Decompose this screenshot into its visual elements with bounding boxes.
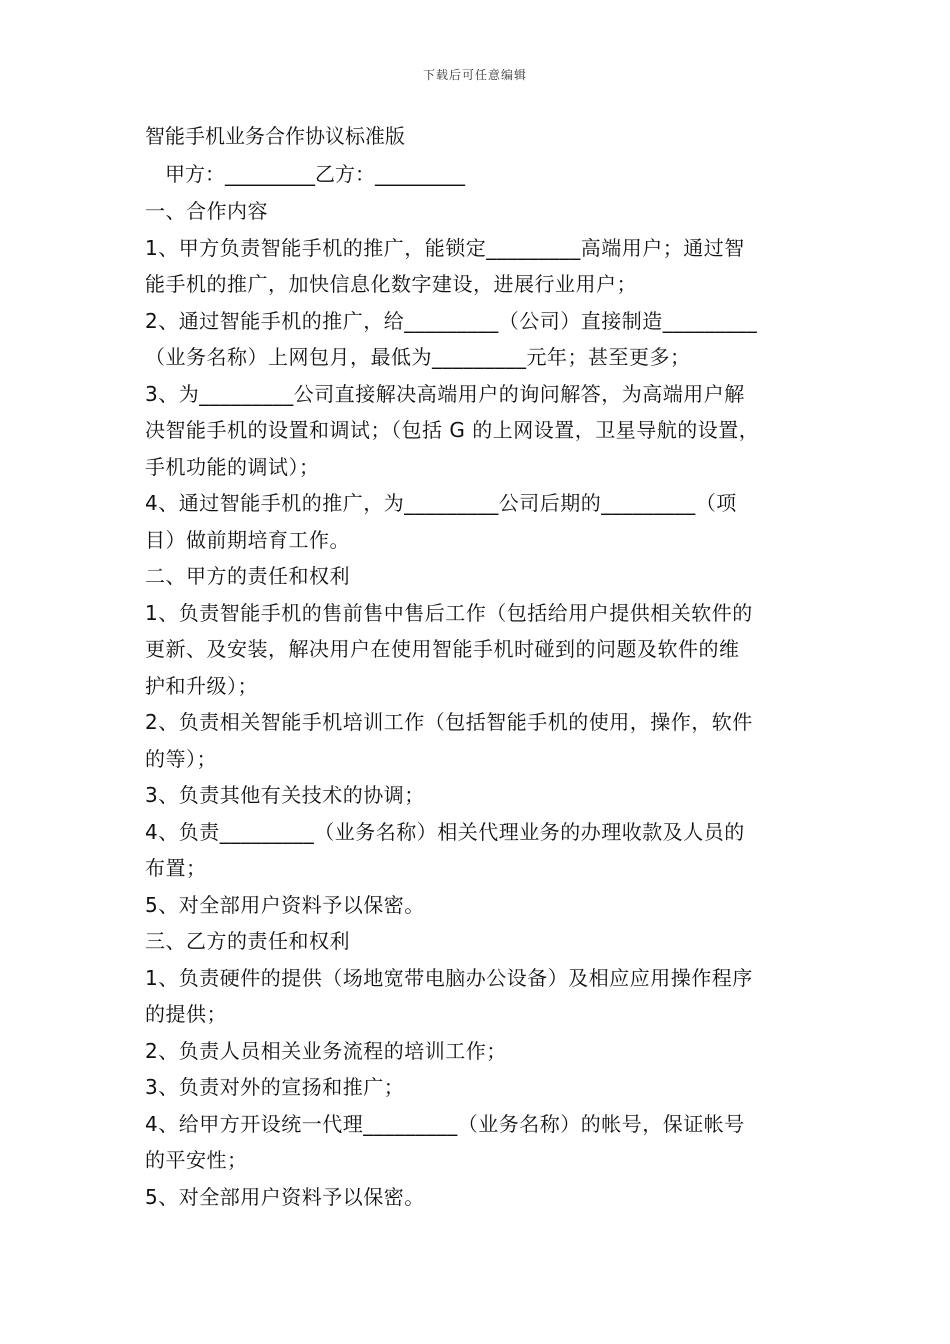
text-line: 5、对全部用户资料予以保密。	[145, 892, 425, 917]
section-heading-cooperation: 一、合作内容	[145, 199, 268, 223]
text-line: 2、负责人员相关业务流程的培训工作；	[145, 1038, 507, 1063]
text-line: 布置；	[145, 856, 207, 880]
text-line: 的等）；	[145, 746, 217, 771]
text-line: 目）做前期培育工作。	[145, 527, 350, 552]
text-line: 的平安性；	[145, 1148, 248, 1172]
section-heading-party-a: 二、甲方的责任和权利	[145, 564, 350, 588]
text-line: 5、对全部用户资料予以保密。	[145, 1184, 425, 1209]
document-title: 智能手机业务合作协议标准版	[145, 124, 405, 148]
text-line: 4、负责_________（业务名称）相关代理业务的办理收款及人员的	[145, 819, 745, 844]
text-line: 1、负责智能手机的售前售中售后工作（包括给用户提供相关软件的	[145, 600, 753, 625]
parties-line: 甲方：_________乙方：_________	[165, 162, 465, 186]
text-line: 3、为_________公司直接解决高端用户的询问解答，为高端用户解	[145, 381, 745, 406]
text-line: 1、负责硬件的提供（场地宽带电脑办公设备）及相应应用操作程序	[145, 965, 753, 990]
text-line: 的提供；	[145, 1002, 227, 1026]
text-line: 手机功能的调试）；	[145, 454, 320, 479]
text-line: 3、负责对外的宣扬和推广；	[145, 1075, 405, 1099]
section-heading-party-b: 三、乙方的责任和权利	[145, 929, 350, 953]
text-line: 更新、及安装，解决用户在使用智能手机时碰到的问题及软件的维	[145, 637, 740, 661]
text-line: 4、通过智能手机的推广，为_________公司后期的_________（项	[145, 491, 737, 515]
text-line: 能手机的推广，加快信息化数字建设，进展行业用户；	[145, 272, 637, 296]
text-line: 2、负责相关智能手机培训工作（包括智能手机的使用，操作，软件	[145, 710, 753, 734]
document-body	[145, 117, 815, 1215]
text-line: 护和升级）；	[145, 673, 258, 698]
text-line: 4、给甲方开设统一代理_________（业务名称）的帐号，保证帐号	[145, 1111, 745, 1136]
page-header-note: 下载后可任意编辑	[422, 68, 527, 82]
text-line: 决智能手机的设置和调试；（包括 G 的上网设置，卫星导航的设置，	[145, 418, 760, 442]
text-line: 2、通过智能手机的推广，给_________（公司）直接制造_________	[145, 308, 758, 333]
text-line: 3、负责其他有关技术的协调；	[145, 783, 425, 807]
text-line: 1、甲方负责智能手机的推广，能锁定_________高端用户；通过智	[145, 235, 745, 260]
text-line: （业务名称）上网包月，最低为_________元年；甚至更多；	[145, 345, 691, 369]
